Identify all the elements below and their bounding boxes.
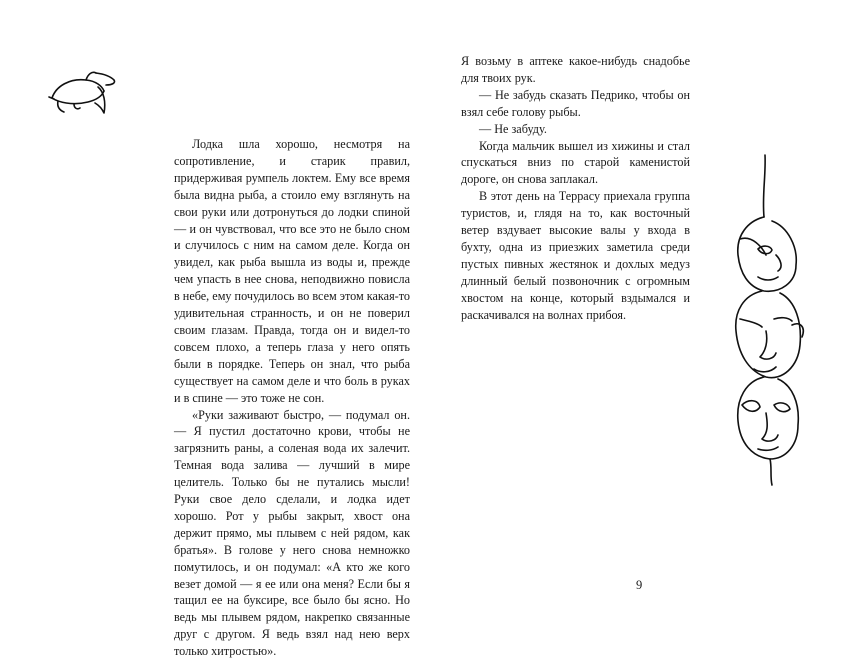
paragraph: Лодка шла хорошо, несмотря на сопротивление, и старик правил, придерживая румпель локтем. Ему все время была видна рыба, а стоило ему взглянуть на свои руки или дотронуться до лодки спиной — и он чувствовал, что все это не было сном и случилось с ним на самом деле. Когда он увидел, как рыба вышла из воды и, прежде чем упасть в нее снова, неподвижно повисла в небе, ему почудилось во всем этом какая-то удивительная странность, и он не поверил своим глазам. Правда, тогда он и видел-то совсем плохо, а теперь глаза у него опять были в порядке. Теперь он знал, что рыба существует на самом деле и что боль в руках и в спине — это тоже не сон. bbox=[174, 136, 410, 407]
faces-illustration-icon bbox=[718, 155, 818, 485]
paragraph: Когда мальчик вышел из хижины и стал спускаться вниз по старой каменистой дороге, он снова заплакал. bbox=[461, 138, 690, 189]
paragraph: В этот день на Террасу приехала группа туристов, и, глядя на то, как восточный ветер вздувает высокие валы у входа в бухту, одна из приезжих заметила среди пустых пивных жестянок и дохлых медуз длинный белый позвоночник с огромным хвостом на конце, который вздымался и раскачивался на волнах прибоя. bbox=[461, 188, 690, 323]
paragraph: «Руки заживают быстро, — подумал он. — Я пустил достаточно крови, чтобы не загрязнить раны, а соленая вода их залечит. Темная вода залива — лучший в мире целитель. Только бы не путались мысли! Руки свое дело сделали, и лодка идет хорошо. Рот у рыбы закрыт, хвост она держит прямо, мы плывем с ней рядом, как братья». В голове у него снова немножко помутилось, и он подумал: «А кто же кого везет домой — я ее или она меня? Если бы я тащил ее на буксире, все было бы ясно. Но ведь мы плывем рядом, накрепко связанные друг с другом. Я ведь взял над нею верх только хитростью». bbox=[174, 407, 410, 660]
paragraph: — Не забуду. bbox=[461, 121, 690, 138]
paragraph-continuation: Я возьму в аптеке какое-нибудь снадобье для твоих рук. bbox=[461, 53, 690, 87]
paragraph: — Не забудь сказать Педрико, чтобы он взял себе голову рыбы. bbox=[461, 87, 690, 121]
right-page-text bbox=[461, 53, 690, 324]
page-number: 9 bbox=[636, 578, 642, 593]
turtle-icon bbox=[44, 66, 124, 120]
left-page-text bbox=[174, 136, 410, 660]
